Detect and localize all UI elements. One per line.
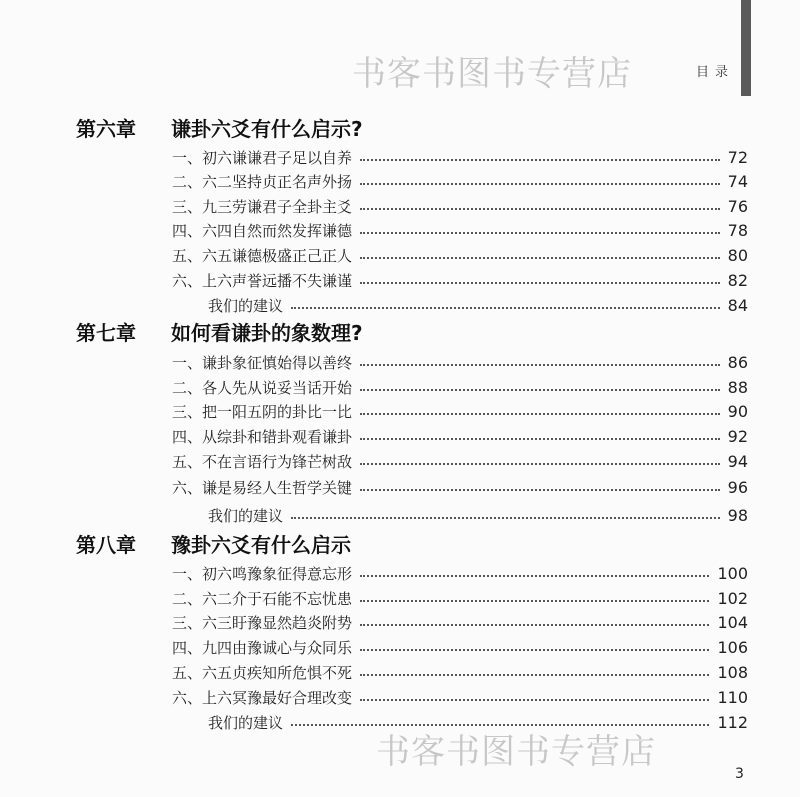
chapter-title: 如何看谦卦的象数理? xyxy=(171,320,363,345)
entry-page: 104 xyxy=(717,612,748,632)
toc-entry[interactable] xyxy=(172,218,748,242)
entry-label: 二、六二坚持贞正名声外扬 xyxy=(172,172,353,191)
dot-leader xyxy=(360,463,720,465)
dot-leader xyxy=(291,307,720,309)
dot-leader xyxy=(360,649,709,651)
entry-page: 74 xyxy=(727,171,748,191)
entry-page: 78 xyxy=(727,220,748,240)
toc-entry[interactable] xyxy=(172,243,748,267)
entry-label: 五、六五贞疾知所危惧不死 xyxy=(172,663,353,682)
dot-leader xyxy=(360,674,709,676)
section-label: 目录 xyxy=(696,65,735,80)
dot-leader xyxy=(360,389,720,391)
toc-entry[interactable] xyxy=(172,475,748,499)
entry-page: 86 xyxy=(727,352,748,372)
toc-entry[interactable] xyxy=(172,610,748,634)
entry-label: 四、六四自然而然发挥谦德 xyxy=(172,221,353,240)
entry-page: 96 xyxy=(727,477,748,497)
toc-entry[interactable] xyxy=(172,268,748,292)
toc-entry[interactable] xyxy=(172,685,748,709)
chapter-heading[interactable] xyxy=(76,316,363,346)
entry-page: 108 xyxy=(717,662,748,682)
toc-entry[interactable] xyxy=(172,169,748,193)
entry-label: 五、六五谦德极盛正己正人 xyxy=(172,246,353,265)
toc-entry[interactable] xyxy=(208,293,748,317)
entry-label: 一、谦卦象征慎始得以善终 xyxy=(172,353,353,372)
toc-entry[interactable] xyxy=(172,635,748,659)
dot-leader xyxy=(360,438,720,440)
dot-leader xyxy=(360,257,720,259)
watermark-top: 书客书图书专营店 xyxy=(352,54,632,94)
dot-leader xyxy=(360,208,720,210)
entry-label: 二、各人先从说妥当话开始 xyxy=(172,378,353,397)
watermark-bottom: 书客书图书专营店 xyxy=(376,732,656,772)
entry-page: 110 xyxy=(717,687,748,707)
chapter-title: 豫卦六爻有什么启示 xyxy=(171,532,351,557)
entry-label: 四、从综卦和错卦观看谦卦 xyxy=(172,427,353,446)
entry-page: 80 xyxy=(727,245,748,265)
entry-label: 五、不在言语行为锋芒树敌 xyxy=(172,452,353,471)
entry-label: 一、初六谦谦君子足以自养 xyxy=(172,148,353,167)
entry-page: 88 xyxy=(727,377,748,397)
toc-entry[interactable] xyxy=(172,660,748,684)
dot-leader xyxy=(360,624,709,626)
toc-entry[interactable] xyxy=(172,424,748,448)
entry-label: 三、六三盱豫显然趋炎附势 xyxy=(172,613,353,632)
entry-page: 90 xyxy=(727,401,748,421)
toc-entry[interactable] xyxy=(172,145,748,169)
entry-page: 82 xyxy=(727,270,748,290)
entry-page: 106 xyxy=(717,637,748,657)
chapter-heading[interactable] xyxy=(76,112,363,142)
toc-entry[interactable] xyxy=(208,503,748,527)
entry-label: 三、九三劳谦君子全卦主爻 xyxy=(172,197,353,216)
dot-leader xyxy=(360,232,720,234)
entry-page: 94 xyxy=(727,451,748,471)
entry-label: 我们的建议 xyxy=(208,296,284,315)
toc-entry[interactable] xyxy=(172,194,748,218)
chapter-title: 谦卦六爻有什么启示? xyxy=(171,116,363,141)
entry-label: 六、谦是易经人生哲学关键 xyxy=(172,478,353,497)
toc-entry[interactable] xyxy=(172,399,748,423)
entry-label: 六、上六冥豫最好合理改变 xyxy=(172,688,353,707)
dot-leader xyxy=(360,489,720,491)
toc-entry[interactable] xyxy=(172,586,748,610)
toc-entry[interactable] xyxy=(172,449,748,473)
entry-label: 我们的建议 xyxy=(208,506,284,525)
toc-entry[interactable] xyxy=(172,375,748,399)
chapter-number: 第六章 xyxy=(76,116,136,141)
dot-leader xyxy=(360,699,709,701)
entry-label: 我们的建议 xyxy=(208,713,284,732)
toc-entry[interactable] xyxy=(172,350,748,374)
page-number: 3 xyxy=(735,766,744,782)
entry-page: 76 xyxy=(727,196,748,216)
dot-leader xyxy=(360,183,720,185)
entry-page: 112 xyxy=(717,712,748,732)
dot-leader xyxy=(360,413,720,415)
entry-page: 98 xyxy=(727,505,748,525)
dot-leader xyxy=(360,575,709,577)
entry-label: 六、上六声誉远播不失谦谨 xyxy=(172,271,353,290)
dot-leader xyxy=(291,517,720,519)
dot-leader xyxy=(360,282,720,284)
dot-leader xyxy=(360,600,709,602)
toc-entry[interactable] xyxy=(172,561,748,585)
entry-label: 一、初六鸣豫象征得意忘形 xyxy=(172,564,353,583)
dot-leader xyxy=(360,159,720,161)
chapter-number: 第七章 xyxy=(76,320,136,345)
dot-leader xyxy=(360,364,720,366)
entry-page: 84 xyxy=(727,295,748,315)
entry-page: 72 xyxy=(727,147,748,167)
chapter-heading[interactable] xyxy=(76,528,351,558)
entry-page: 92 xyxy=(727,426,748,446)
chapter-number: 第八章 xyxy=(76,532,136,557)
entry-label: 四、九四由豫诚心与众同乐 xyxy=(172,638,353,657)
entry-page: 102 xyxy=(717,588,748,608)
entry-page: 100 xyxy=(717,563,748,583)
edge-tab-bar xyxy=(741,0,751,96)
entry-label: 二、六二介于石能不忘忧患 xyxy=(172,589,353,608)
entry-label: 三、把一阳五阴的卦比一比 xyxy=(172,402,353,421)
